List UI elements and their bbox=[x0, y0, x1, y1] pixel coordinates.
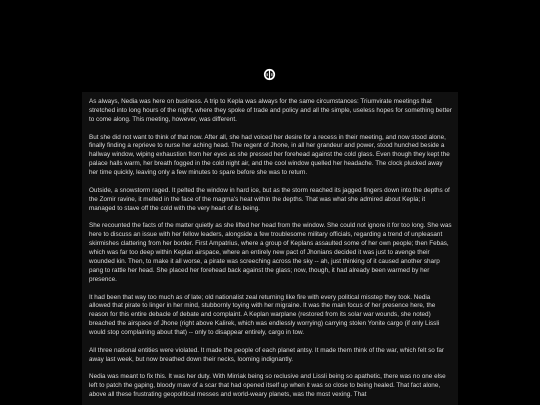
paragraph: As always, Nedia was here on business. A trip to Kepla was always for the same circumstances: Triumvirate meetings that stretched into long hours of the night, where they spoke of trade and policy and all the simple, useless hopes for something better to come along. This meeting, however, was different. bbox=[89, 98, 452, 123]
paragraph: All three national entities were violated. It made the people of each planet antsy. It made them think of the war, which felt so far away last week, but now breathed down their necks, looming indignantly. bbox=[89, 346, 444, 363]
header-area bbox=[0, 0, 540, 92]
ornament-icon[interactable] bbox=[263, 68, 276, 81]
paragraph: She recounted the facts of the matter quietly as she lifted her head from the window. She could not ignore it for too long. She was here to discuss an issue with her fellow leaders, alongside a few troublesome military officials, regarding a trend of unpleasant skirmishes clattering from her border. First Ampatrius, where a group of Keplans assaulted some of her own people; then Febas, which was far too deep within Keplan airspace, where an entirely new pact of Jhonians decided it was just to avenge their wounded kin. Then, to make it all worse, a pirate was screeching across the sky -- ah, just thinking of it caused another sharp pang to rattle her head. She placed her forehead back against the glass; now, though, it had already been warmed by her presence. bbox=[89, 222, 452, 283]
paragraph: Outside, a snowstorm raged. It pelted the window in hard ice, but as the storm reached its jagged fingers down into the depths of the Zomir ravine, it melted in the face of the magma's heat within the depths. That was what she admired about Kepla; it managed to stave off the cold with the very heart of its being. bbox=[89, 186, 450, 212]
paragraph: It had been that way too much as of late; old nationalist zeal returning like fire with every political misstep they took. Nedia allowed that pirate to linger in her mind, stubbornly toying with her migraine. It was the main focus of her presence here, the reason for this entire debacle of debate and complaint. A Keplan warplane (restored from its solar war wounds, she noted) breached the airspace of Jhone (right above Kalirek, which was endlessly worrying) carrying stolen Yonite cargo (if only Lissli would stop complaining about that) -- only to disappear entirely, cargo in tow. bbox=[89, 293, 440, 337]
story-panel bbox=[82, 92, 458, 405]
paragraph: But she did not want to think of that now. After all, she had voiced her desire for a recess in their meeting, and now stood alone, finally finding a reprieve to nurse her aching head. The regent of Jhone, in all her grandeur and power, stood hunched beside a hallway window, wiping exhaustion from her eyes as she pressed her forehead against the cold glass. Even though they kept the palace halls warm, her breath fogged in the cold night air, and the cool window quelled her headache. The clock plucked away her time quickly, leaving only a few minutes to spare before she was to return. bbox=[89, 133, 450, 177]
paragraph: Nedia was meant to fix this. It was her duty. With Mirriak being so reclusive and Lissli being so apathetic, there was no one else left to patch the gaping, bloody maw of a scar that had opened itself up when it was so close to being healed. That fact alone, above all these frustrating geopolitical messes and world-weary planets, was the most vexing. That bbox=[89, 373, 446, 399]
story-text bbox=[82, 92, 458, 400]
